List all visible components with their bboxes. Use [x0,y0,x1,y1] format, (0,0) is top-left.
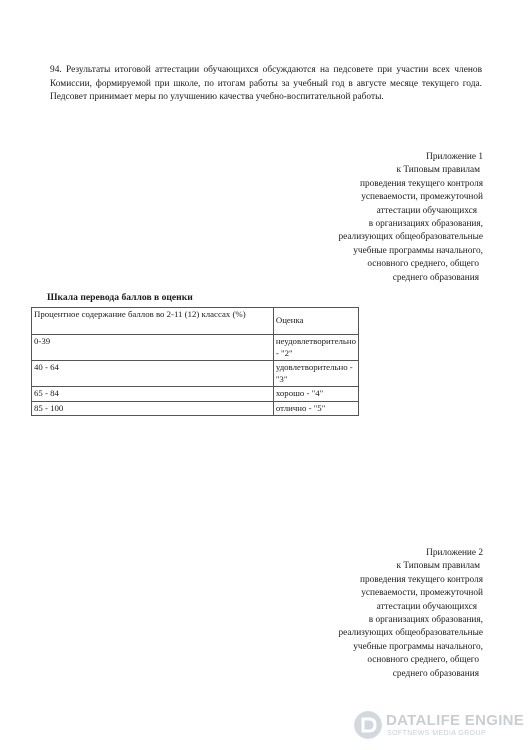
watermark-title: DATALIFE ENGINE [386,712,525,729]
paragraph-94: 94. Результаты итоговой аттестации обучающихся обсуждаются на педсовете при участии всех членов Комиссии, формируемой при школе, по итогам работы за учебный год в августе месяце текущего года. Педсовет принимает меры по улучшению качества учебно-воспитательной работы. [50,65,482,103]
annex-1-block [283,151,483,285]
annex-2-line: проведения текущего контроля [359,574,483,585]
cell-grade: удовлетворительно - "3" [273,361,358,387]
annex-2-line: успеваемости, промежуточной [361,588,483,599]
cell-grade: хорошо - "4" [273,387,358,402]
annex-2-line: среднего образования [392,668,479,679]
annex-2-line: основного среднего, общего [367,655,479,666]
annex-1-line: успеваемости, промежуточной [361,192,483,203]
table-row [32,401,359,416]
watermark-subtitle: SOFTNEWS MEDIA GROUP [387,730,487,737]
annex-2-line: к Типовым правилам [396,561,480,572]
annex-1-line: среднего образования [392,272,479,283]
scale-title: Шкала перевода баллов в оценки [47,292,193,303]
annex-2-block [283,547,483,681]
table-row [32,361,359,387]
annex-1-line: аттестации обучающихся [376,205,477,216]
annex-1-line: основного среднего, общего [367,259,479,270]
grading-scale-table [31,307,359,416]
header-percent: Процентное содержание баллов во 2-11 (12) классах (%) [32,308,274,335]
table-row [32,335,359,361]
cell-grade: неудовлетворительно - "2" [273,335,358,361]
cell-range: 40 - 64 [32,361,274,387]
annex-2-line: учебные программы начального, [353,641,483,652]
annex-2-line: в организациях образования, [368,615,483,626]
header-grade: Оценка [273,308,358,335]
annex-1-title: Приложение 1 [426,152,483,162]
annex-1-line: к Типовым правилам [396,165,480,176]
cell-range: 85 - 100 [32,401,274,416]
cell-range: 65 - 84 [32,387,274,402]
annex-2-title: Приложение 2 [426,548,483,558]
cell-grade: отлично - "5" [273,401,358,416]
annex-2-line: аттестации обучающихся [376,601,477,612]
annex-1-line: реализующих общеобразовательные [338,232,483,243]
table-row [32,387,359,402]
annex-2-line: реализующих общеобразовательные [338,628,483,639]
annex-1-line: проведения текущего контроля [359,178,483,189]
table-header-row [32,308,359,335]
datalife-watermark [354,711,525,741]
cell-range: 0-39 [32,335,274,361]
datalife-logo-icon [354,711,382,739]
annex-1-line: учебные программы начального, [353,245,483,256]
annex-1-line: в организациях образования, [368,219,483,230]
